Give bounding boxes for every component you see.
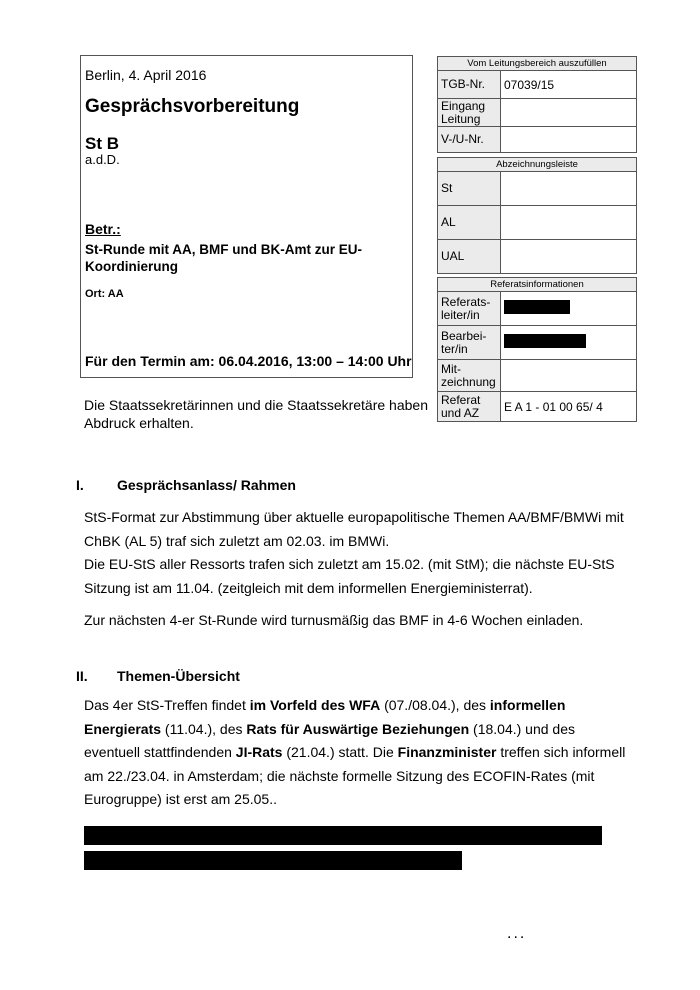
text-line: Eurogruppe) ist erst am 25.05.. bbox=[84, 791, 277, 807]
section-2-paragraph bbox=[84, 694, 644, 812]
tgb-label: TGB-Nr. bbox=[438, 71, 501, 99]
mitzeichnung-value bbox=[501, 360, 637, 392]
text-run: treffen sich informell bbox=[496, 744, 626, 760]
vu-label: V-/U-Nr. bbox=[438, 127, 501, 153]
tgb-value: 07039/15 bbox=[501, 71, 637, 99]
text-line: Sitzung ist am 11.04. (zeitgleich mit dem informellen Energieministerrat). bbox=[84, 579, 533, 596]
recipient: St B bbox=[85, 134, 119, 153]
abzeichnung-header: Abzeichnungsleiste bbox=[438, 158, 637, 172]
text-run: (18.04.) und des bbox=[469, 720, 575, 737]
redaction-block bbox=[504, 334, 586, 348]
referatsleiter-value bbox=[501, 292, 637, 326]
referat-header: Referatsinformationen bbox=[438, 278, 637, 292]
eingang-value bbox=[501, 99, 637, 127]
section-2-heading: Themen-Übersicht bbox=[117, 668, 240, 684]
bold-text: informellen bbox=[489, 697, 566, 713]
recipient-sub: a.d.D. bbox=[85, 152, 120, 167]
document-title: Gesprächsvorbereitung bbox=[85, 96, 300, 117]
document-date: Berlin, 4. April 2016 bbox=[85, 67, 207, 83]
bold-text: Rats für Auswärtige Beziehungen bbox=[246, 720, 470, 737]
text-line bbox=[84, 694, 644, 718]
appointment: Für den Termin am: 06.04.2016, 13:00 – 14:00 Uhr bbox=[85, 353, 412, 369]
text-run: (11.04.), des bbox=[161, 720, 247, 737]
referatsleiter-label: Referats-leiter/in bbox=[438, 292, 501, 326]
text-run: (07./08.04.), des bbox=[380, 697, 490, 713]
text-line: Die EU-StS aller Ressorts trafen sich zuletzt am 15.02. (mit StM); die nächste EU-StS bbox=[84, 556, 615, 572]
bold-text: im Vorfeld des WFA bbox=[249, 697, 381, 713]
bold-text: Energierats bbox=[84, 720, 162, 737]
text-line bbox=[84, 718, 644, 742]
st-value bbox=[501, 172, 637, 206]
redaction-block bbox=[504, 300, 570, 314]
redaction-bar bbox=[84, 826, 602, 845]
location: Ort: AA bbox=[85, 288, 124, 300]
text-line: StS-Format zur Abstimmung über aktuelle europapolitische Themen AA/BMF/BMWi mit bbox=[84, 509, 624, 525]
text-line: am 22./23.04. in Amsterdam; die nächste formelle Sitzung des ECOFIN-Rates (mit bbox=[84, 767, 595, 784]
abzeichnung-table bbox=[437, 157, 637, 274]
leitung-header: Vom Leitungsbereich auszufüllen bbox=[438, 57, 637, 71]
text-run: Das 4er StS-Treffen findet bbox=[84, 697, 250, 713]
referat-table bbox=[437, 277, 637, 422]
mitzeichnung-label: Mit-zeichnung bbox=[438, 360, 501, 392]
referat-az-value: E A 1 - 01 00 65/ 4 bbox=[501, 392, 637, 422]
ual-value bbox=[501, 240, 637, 274]
bearbeiter-value bbox=[501, 326, 637, 360]
bold-text: JI-Rats bbox=[235, 744, 283, 760]
section-1-numeral: I. bbox=[76, 477, 84, 493]
text-line bbox=[84, 741, 644, 765]
text-run: (21.04.) statt. Die bbox=[282, 744, 398, 760]
st-label: St bbox=[438, 172, 501, 206]
text-line: ChBK (AL 5) traf sich zuletzt am 02.03. im BMWi. bbox=[84, 532, 390, 549]
section-1-paragraph-1 bbox=[84, 506, 644, 600]
text-run: eventuell stattfindenden bbox=[84, 744, 236, 760]
bearbeiter-label: Bearbei-ter/in bbox=[438, 326, 501, 360]
distribution-note: Die Staatssekretärinnen und die Staatssekretäre haben Abdruck erhalten. bbox=[84, 397, 428, 431]
continuation-marker: ... bbox=[507, 925, 527, 942]
subject-text: St-Runde mit AA, BMF und BK-Amt zur EU-Koordinierung bbox=[85, 242, 362, 274]
vu-value bbox=[501, 127, 637, 153]
redaction-bar bbox=[84, 851, 462, 870]
section-1-paragraph-2: Zur nächsten 4-er St-Runde wird turnusmäßig das BMF in 4-6 Wochen einladen. bbox=[84, 612, 584, 628]
al-label: AL bbox=[438, 206, 501, 240]
ual-label: UAL bbox=[438, 240, 501, 274]
subject-label: Betr.: bbox=[85, 221, 121, 237]
referat-az-label: Referat und AZ bbox=[438, 392, 501, 422]
bold-text: Finanzminister bbox=[397, 744, 497, 760]
section-2-numeral: II. bbox=[76, 668, 88, 684]
eingang-label: Eingang Leitung bbox=[438, 99, 501, 127]
leitung-table bbox=[437, 56, 637, 153]
section-1-heading: Gesprächsanlass/ Rahmen bbox=[117, 477, 296, 493]
document-header-box bbox=[80, 55, 413, 378]
al-value bbox=[501, 206, 637, 240]
